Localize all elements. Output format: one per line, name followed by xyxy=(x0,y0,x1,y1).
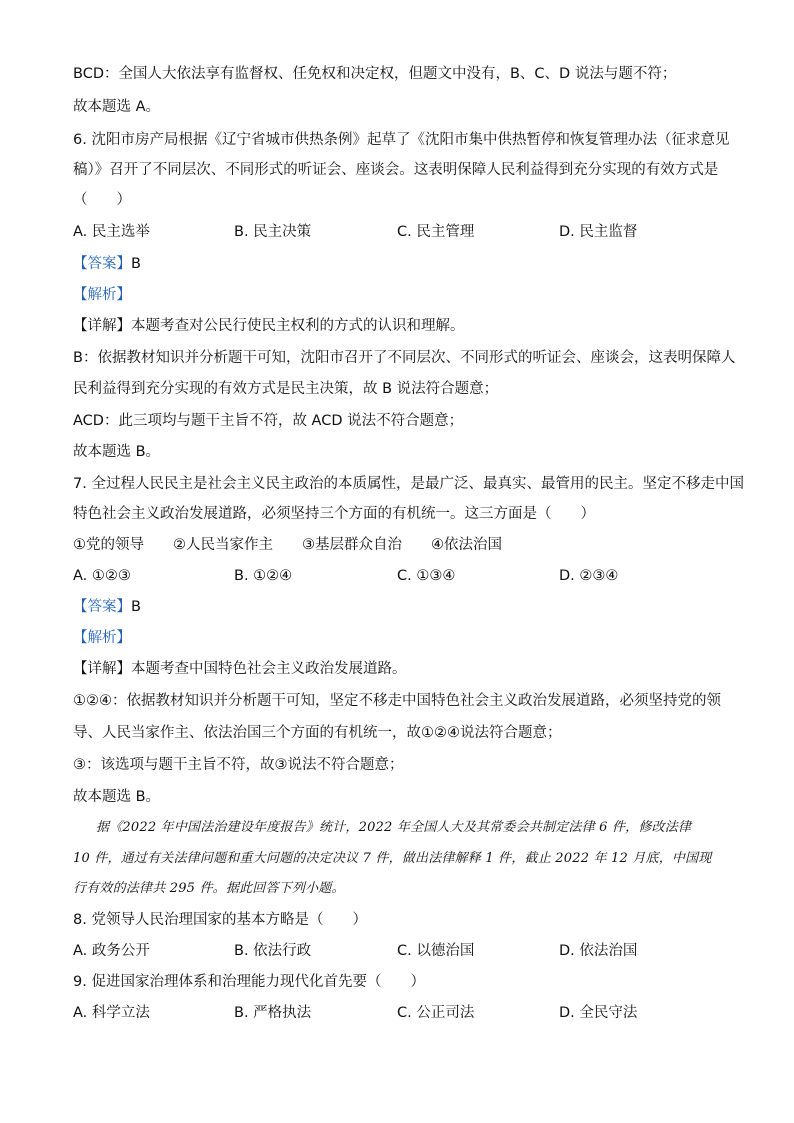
q9-option-d: D. 全民守法 xyxy=(559,1005,638,1021)
answer-value: B xyxy=(131,599,141,615)
detail-text: 本题考查对公民行使民主权利的方式的认识和理解。 xyxy=(131,318,465,334)
q6-explanation-acd: ACD：此三项均与题干主旨不符，故 ACD 说法不符合题意； xyxy=(73,413,464,429)
q6-explanation-b-line-2: 民利益得到充分实现的有效方式是民主决策，故 B 说法符合题意； xyxy=(73,381,499,397)
q6-detail xyxy=(73,316,465,336)
q7-explanation-line-2: 导、人民当家作主、依法治国三个方面的有机统一，故①②④说法符合题意； xyxy=(73,725,562,741)
analysis-tag: 【解析】 xyxy=(73,287,131,303)
prev-conclusion: 故本题选 A。 xyxy=(73,99,161,115)
q7-analysis-tag xyxy=(73,628,131,648)
q6-stem-line-2: 稿）》召开了不同层次、不同形式的听证会、座谈会。这表明保障人民利益得到充分实现的有效方式是 xyxy=(73,162,719,178)
q7-detail xyxy=(73,659,407,679)
q7-explanation-3: ③：该选项与题干主旨不符，故③说法不符合题意； xyxy=(73,757,404,773)
q9-option-c: C. 公正司法 xyxy=(397,1005,475,1021)
q8-option-a: A. 政务公开 xyxy=(73,943,150,959)
q6-option-b: B. 民主决策 xyxy=(234,224,312,240)
q7-items: ①党的领导 ②人民当家作主 ③基层群众自治 ④依法治国 xyxy=(73,537,502,553)
q7-answer xyxy=(73,597,141,617)
q7-option-d: D. ②③④ xyxy=(559,568,619,584)
q6-option-a: A. 民主选举 xyxy=(73,224,150,240)
q9-option-a: A. 科学立法 xyxy=(73,1005,150,1021)
answer-tag: 【答案】 xyxy=(73,599,131,615)
q6-answer xyxy=(73,254,141,274)
answer-value: B xyxy=(131,256,141,272)
q8-stem: 8. 党领导人民治理国家的基本方略是（ ） xyxy=(73,912,367,928)
q7-option-b: B. ①②④ xyxy=(234,568,293,584)
q8-option-b: B. 依法行政 xyxy=(234,943,312,959)
q8-option-d: D. 依法治国 xyxy=(559,943,638,959)
analysis-tag: 【解析】 xyxy=(73,630,131,646)
detail-tag: 【详解】 xyxy=(73,661,131,677)
q9-stem: 9. 促进国家治理体系和治理能力现代化首先要（ ） xyxy=(73,974,425,990)
q8-option-c: C. 以德治国 xyxy=(397,943,475,959)
q6-explanation-b-line-1: B：依据教材知识并分析题干可知，沈阳市召开了不同层次、不同形式的听证会、座谈会，这表明保障人 xyxy=(73,350,736,366)
q7-explanation-line-1: ①②④：依据教材知识并分析题干可知，坚定不移走中国特色社会主义政治发展道路，必须坚持党的领 xyxy=(73,693,721,709)
passage-line-1: 据《2022 年中国法治建设年度报告》统计，2022 年全国人大及其常委会共制定法律 6 件，修改法律 xyxy=(96,820,692,835)
q6-stem-line-1: 6. 沈阳市房产局根据《辽宁省城市供热条例》起草了《沈阳市集中供热暂停和恢复管理办法（征求意见 xyxy=(73,132,730,148)
q7-conclusion: 故本题选 B。 xyxy=(73,789,161,805)
q7-option-a: A. ①②③ xyxy=(73,568,131,584)
q6-stem-line-3: （ ） xyxy=(73,192,131,208)
q6-option-c: C. 民主管理 xyxy=(397,224,475,240)
passage-line-3: 行有效的法律共 295 件。据此回答下列小题。 xyxy=(73,881,345,896)
q6-option-d: D. 民主监督 xyxy=(559,224,638,240)
q6-analysis-tag xyxy=(73,285,131,305)
q7-stem-line-1: 7. 全过程人民民主是社会主义民主政治的本质属性，是最广泛、最真实、最管用的民主。坚定不移走中国 xyxy=(73,476,744,492)
q9-option-b: B. 严格执法 xyxy=(234,1005,312,1021)
detail-text: 本题考查中国特色社会主义政治发展道路。 xyxy=(131,661,407,677)
passage-line-2: 10 件，通过有关法律问题和重大问题的决定决议 7 件，做出法律解释 1 件，截止 2022 年 12 月底，中国现 xyxy=(73,851,712,866)
q7-option-c: C. ①③④ xyxy=(397,568,456,584)
detail-tag: 【详解】 xyxy=(73,318,131,334)
answer-tag: 【答案】 xyxy=(73,256,131,272)
prev-explanation-line: BCD：全国人大依法享有监督权、任免权和决定权，但题文中没有，B、C、D 说法与题不符； xyxy=(73,66,677,82)
q7-stem-line-2: 特色社会主义政治发展道路，必须坚持三个方面的有机统一。这三方面是（ ） xyxy=(73,506,595,522)
q6-conclusion: 故本题选 B。 xyxy=(73,444,161,460)
